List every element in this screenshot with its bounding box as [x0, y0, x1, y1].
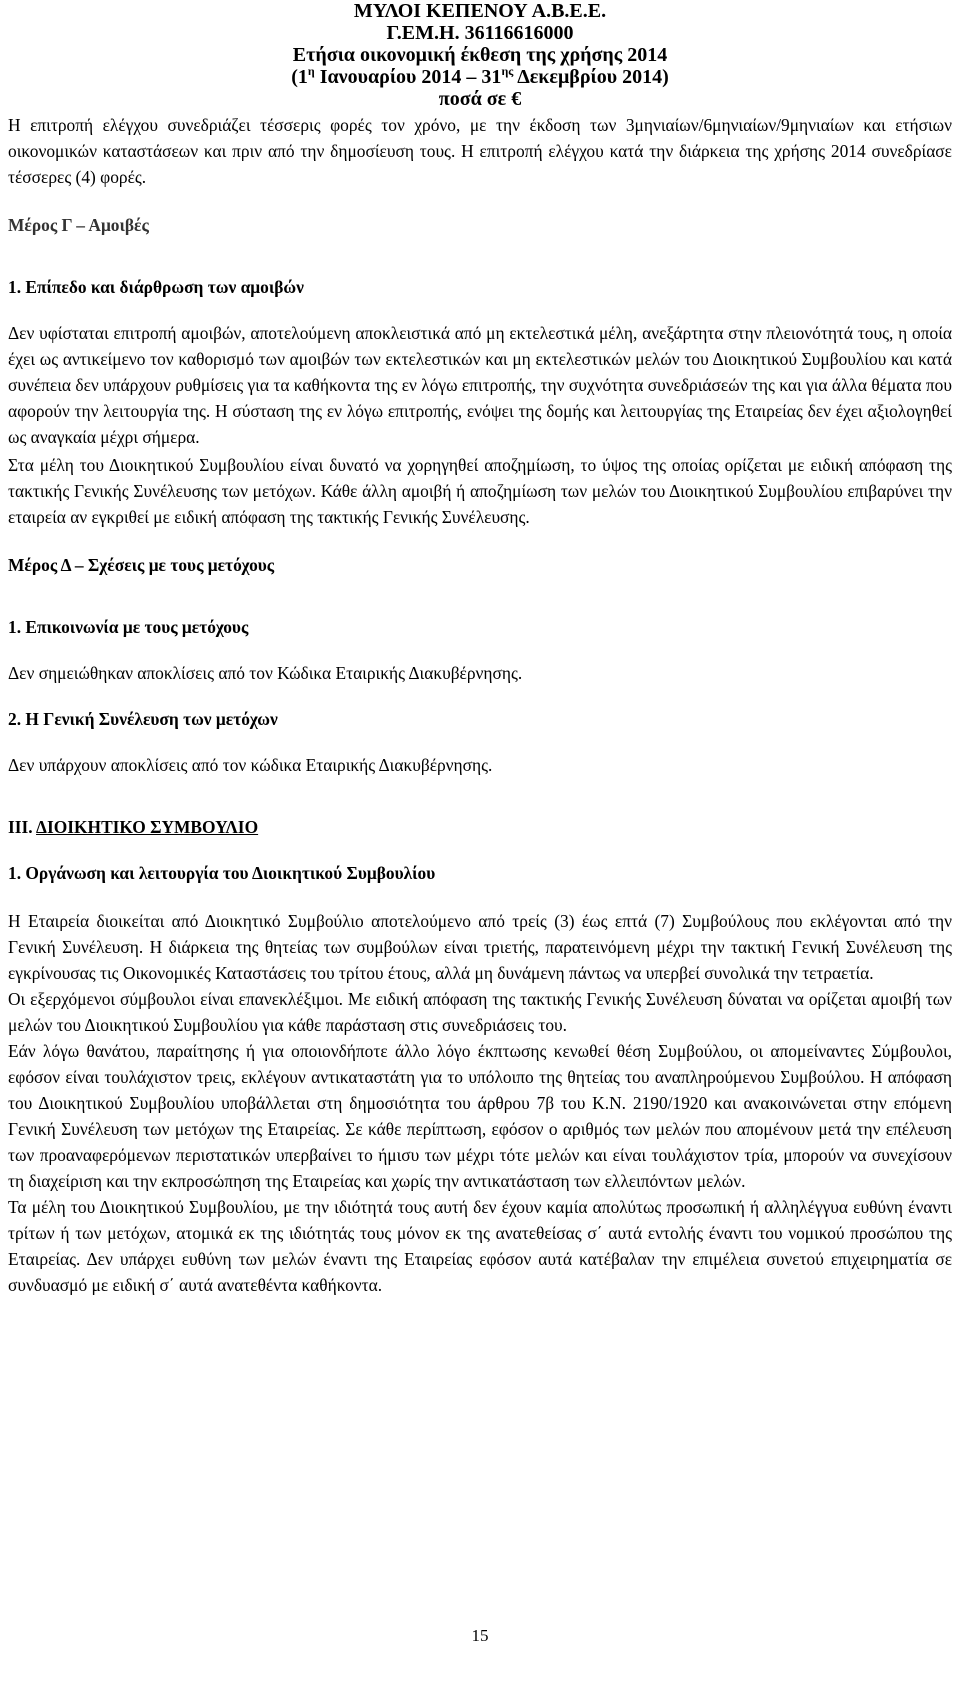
board-paragraph-1: Η Εταιρεία διοικείται από Διοικητικό Συμβούλιο αποτελούμενο από τρείς (3) έως επτά (7) Συμβούλους που εκλέγονται από την Γενική Συνέλευση. Η διάρκεια της θητείας των συμβούλων είναι τριετής, παρατεινόμενη μέχρι την τακτική Γενική Συνέλευση της εγκρίνουσας τις Οικονομικές Καταστάσεις του τρίτου έτους, αλλά μη δυνάμενη πάντως να υπερβεί συνολικά την τετραετία.	[8, 911, 952, 983]
period-sup-first: η	[307, 64, 315, 78]
remuneration-paragraph-1: Δεν υφίσταται επιτροπή αμοιβών, αποτελούμενη αποκλειστικά από μη εκτελεστικά μέλη, ανεξάρτητα στην πλειονότητά τους, η οποία έχει ως αντικείμενο τον καθορισμό των αμοιβών των εκτελεστικών και μη εκτελεστικών μελών του Διοικητικού Συμβουλίου και κατά συνέπεια δεν υπάρχουν ρυθμίσεις για τα καθήκοντα της εν λόγω επιτροπής, την συχνότητα συνεδριάσεών της και για άλλα θέματα που αφορούν την λειτουργία της. Η σύσταση της εν λόγω επιτροπής, ενόψει της δομής και λειτουργίας της Εταιρείας δεν έχει αξιολογηθεί ως αναγκαία μέχρι σήμερα.	[8, 323, 952, 447]
part-c-title: Μέρος Γ – Αμοιβές	[8, 215, 149, 235]
shareholder-communication-title: 1. Επικοινωνία με τους μετόχους	[8, 617, 249, 637]
part-d-title: Μέρος Δ – Σχέσεις με τους μετόχους	[8, 555, 275, 575]
report-title: Ετήσια οικονομική έκθεση της χρήσης 2014	[292, 44, 668, 66]
remuneration-level-title: 1. Επίπεδο και διάρθρωση των αμοιβών	[8, 277, 304, 297]
registry-number: Γ.ΕΜ.Η. 36116616000	[386, 22, 574, 44]
report-period	[8, 66, 952, 88]
period-open: (1	[291, 66, 308, 88]
general-assembly-text: Δεν υπάρχουν αποκλίσεις από τον κώδικα Εταιρικής Διακυβέρνησης.	[8, 755, 493, 775]
currency-note: ποσά σε €	[438, 88, 522, 110]
audit-committee-paragraph: Η επιτροπή ελέγχου συνεδριάζει τέσσερις φορές τον χρόνο, με την έκδοση των 3μηνιαίων/6μηνιαίων/9μηνιαίων και ετήσιων οικονομικών καταστάσεων και πριν από την δημοσίευση τους. Η επιτροπή ελέγχου κατά την διάρκεια της χρήσης 2014 συνεδρίασε τέσσερες (4) φορές.	[8, 115, 952, 187]
board-section-label: ΔΙΟΙΚΗΤΙΚΟ ΣΥΜΒΟΥΛΙΟ	[36, 817, 259, 837]
board-paragraph-4: Τα μέλη του Διοικητικού Συμβουλίου, με την ιδιότητά τους αυτή δεν έχουν καμία απολύτως προσωπική ή αλληλέγγυα ευθύνη έναντι τρίτων ή των μετόχων, ατομικά εκ της ιδιότητάς τους μόνον εκ της ανατεθείσας σ΄ αυτά εντολής έναντι του νομικού προσώπου της Εταιρείας. Δεν υπάρχει ευθύνη των μελών έναντι της Εταιρείας εφόσον αυτά κατέβαλαν την επιμέλεια συνετού επιχειρηματία σε συνδυασμό με ειδική σ΄ αυτά ανατεθέντα καθήκοντα.	[8, 1197, 952, 1295]
remuneration-paragraph-2: Στα μέλη του Διοικητικού Συμβουλίου είναι δυνατό να χορηγηθεί αποζημίωση, το ύψος της οποίας ορίζεται με ειδική απόφαση της τακτικής Γενικής Συνέλευσης των μετόχων. Κάθε άλλη αμοιβή ή αποζημίωση των μελών του Διοικητικού Συμβουλίου επιβαρύνει την εταιρεία αν εγκριθεί με ειδική απόφαση της τακτικής Γενικής Συνέλευσης.	[8, 455, 952, 527]
period-end: Δεκεμβρίου 2014)	[513, 66, 669, 88]
board-section-title	[8, 814, 952, 840]
board-section-number: ΙΙΙ.	[8, 817, 37, 837]
general-assembly-title: 2. Η Γενική Συνέλευση των μετόχων	[8, 709, 278, 729]
company-name: ΜΥΛΟΙ ΚΕΠΕΝΟΥ Α.Β.Ε.Ε.	[353, 0, 607, 22]
shareholder-communication-text: Δεν σημειώθηκαν αποκλίσεις από τον Κώδικα Εταιρικής Διακυβέρνησης.	[8, 663, 523, 683]
document-page	[8, 0, 952, 1298]
board-paragraph-2: Οι εξερχόμενοι σύμβουλοι είναι επανεκλέξιμοι. Με ειδική απόφαση της τακτικής Γενικής Συνέλευση δύναται να ορίζεται αμοιβή των μελών του Διοικητικού Συμβουλίου για κάθε παράσταση στις συνεδριάσεις του.	[8, 989, 952, 1035]
report-header	[8, 0, 952, 110]
period-mid: Ιανουαρίου 2014 – 31	[314, 66, 502, 88]
board-organization-title: 1. Οργάνωση και λειτουργία του Διοικητικού Συμβουλίου	[8, 863, 436, 883]
period-sup-last: ης	[501, 64, 514, 78]
board-paragraph-3: Εάν λόγω θανάτου, παραίτησης ή για οποιονδήποτε άλλο λόγο έκπτωσης κενωθεί θέση Συμβούλου, οι απομείναντες Σύμβουλοι, εφόσον είναι τουλάχιστον τρεις, εκλέγουν αντικαταστάτη για το υπόλοιπο της θητείας του αναπληρούμενου Συμβούλου. Η απόφαση του Διοικητικού Συμβουλίου υποβάλλεται στη δημοσιότητα του άρθρου 7β του Κ.Ν. 2190/1920 και ανακοινώνεται στην επόμενη Γενική Συνέλευση των μετόχων της Εταιρείας. Σε κάθε περίπτωση, εφόσον ο αριθμός των μελών που απομένουν μετά την επέλευση των προαναφερόμενων περιστατικών υπερβαίνει το ήμισυ των μέχρι τότε μελών και είναι τουλάχιστον τρία, μπορούν να συνεχίσουν τη διαχείριση και την εκπροσώπηση της Εταιρείας και χωρίς την αντικατάσταση των ελλειπόντων μελών.	[8, 1041, 952, 1191]
page-number: 15	[471, 1626, 489, 1645]
